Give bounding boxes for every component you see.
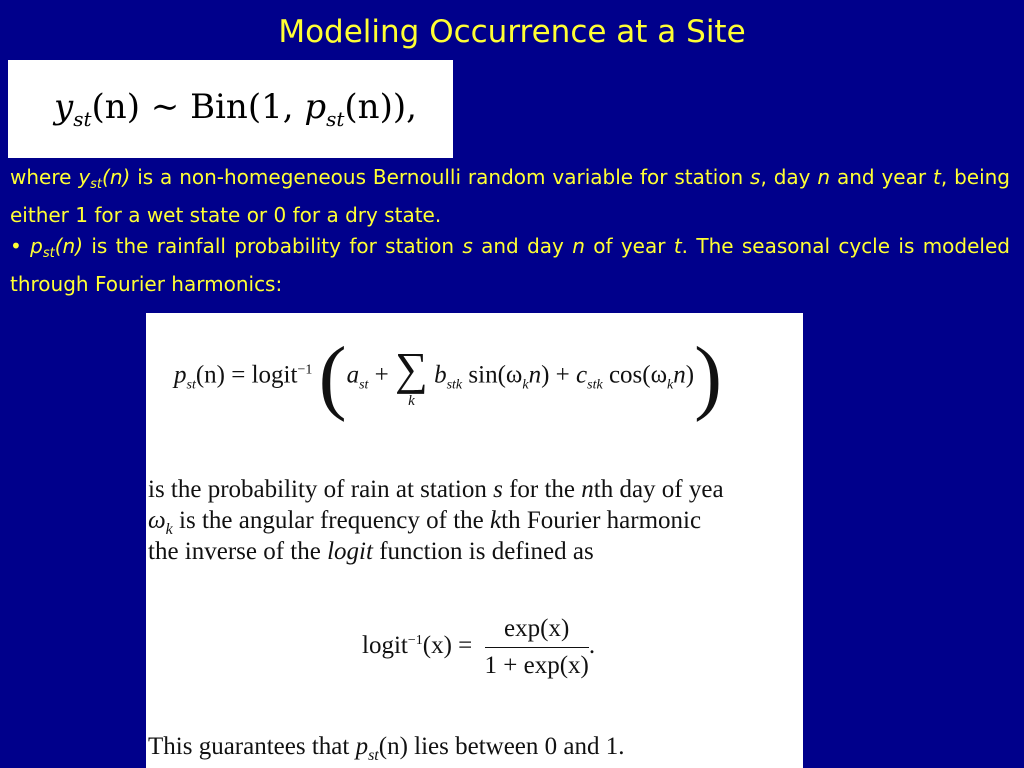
paper-line-guarantee: This guarantees that $p_{st}(n)$ lies between 0 and 1. bbox=[148, 733, 625, 764]
bullet-rainfall-probability: • $p_{st}(n)$ is the rainfall probability for station s and day n of year t. The seasonal cycle is modeled through Fourier harmonics: bbox=[10, 234, 1010, 296]
left-paren: ( bbox=[318, 330, 347, 423]
slide-body-text bbox=[10, 162, 1010, 300]
formula-p-arg: (n)), bbox=[344, 87, 417, 127]
right-paren: ) bbox=[694, 330, 723, 423]
summation-symbol: ∑ k bbox=[395, 342, 428, 409]
fraction-numerator: exp(x) bbox=[485, 615, 589, 648]
formula-y-sub: st bbox=[73, 107, 92, 131]
paper-excerpt-image bbox=[146, 313, 803, 768]
inverse-logit-equation: logit$^{-1}$(x) = $\frac{\exp(x)}{1 + \exp(x)}$ . bbox=[362, 615, 596, 679]
logit-probability-equation: $p_{st}(n)$ = logit$^{-1}$ ($a_{st}$ + ∑ k $b_{stk}$ $\sin(\omega_kn) + c_{stk}$ $\cos(\omega_kn)$) bbox=[174, 330, 723, 423]
fraction-denominator: 1 + exp(x) bbox=[484, 652, 589, 679]
formula-bin: ∼ Bin(1, bbox=[139, 87, 305, 127]
binomial-formula-image bbox=[8, 60, 453, 158]
paper-line-inverse-logit: the inverse of the logit function is defined as bbox=[148, 538, 594, 565]
paper-line-probability: is the probability of rain at station s for the nth day of yea bbox=[148, 476, 724, 503]
formula-y-arg: (n) bbox=[91, 87, 140, 127]
formula-y: y bbox=[54, 87, 74, 127]
paragraph-bernoulli: where $y_{st}(n)$ is a non-homegeneous Bernoulli random variable for station s, day n and year t, being either 1 for a wet state or 0 for a dry state. bbox=[10, 165, 1010, 227]
formula-p-sub: st bbox=[326, 107, 345, 131]
fraction bbox=[485, 615, 589, 680]
formula-p: p bbox=[304, 87, 327, 127]
slide-title: Modeling Occurrence at a Site bbox=[278, 14, 746, 50]
paper-line-angular-frequency: $\omega_k$ is the angular frequency of the kth Fourier harmonic bbox=[148, 507, 702, 538]
